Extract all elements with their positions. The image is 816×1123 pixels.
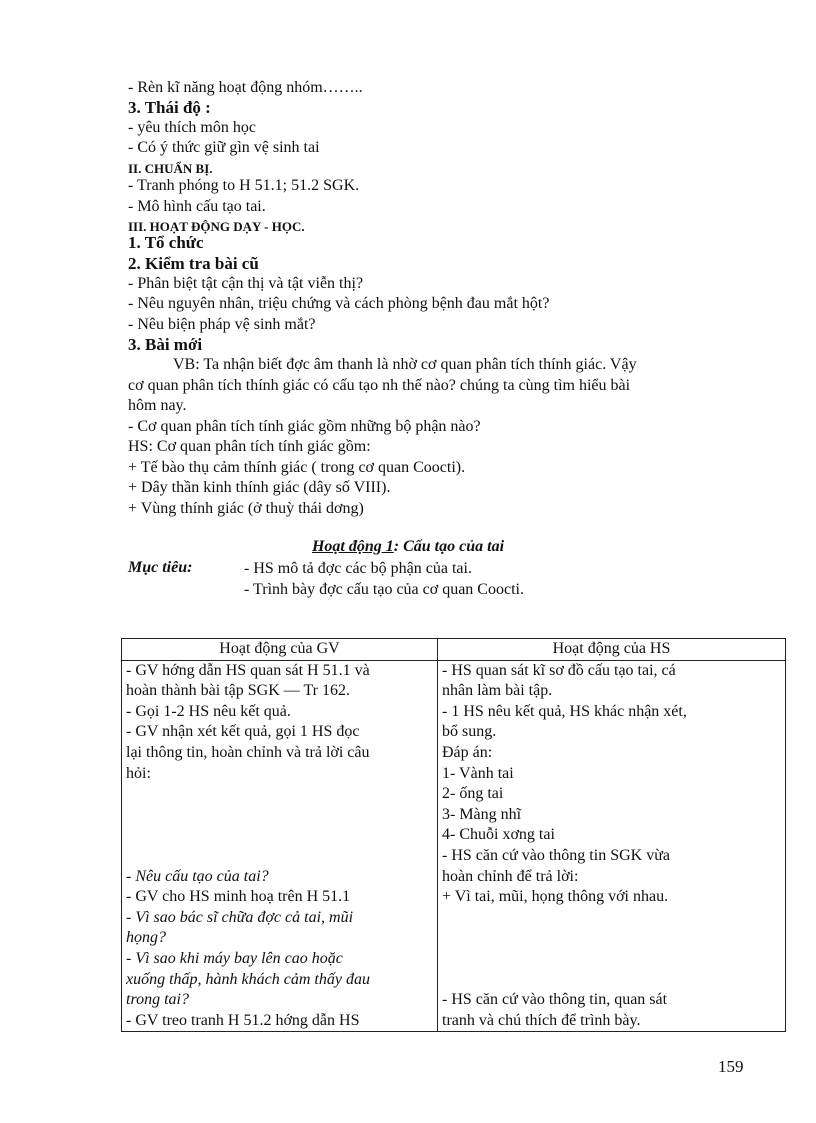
gv-column-header: Hoạt động của GV bbox=[122, 639, 438, 661]
intro-line: - Nêu nguyên nhân, triệu chứng và cách phòng bệnh đau mắt hột? bbox=[128, 295, 550, 312]
hs-cell bbox=[438, 660, 786, 1032]
intro-line: + Vùng thính giác (ở thuỳ thái dơng) bbox=[128, 500, 364, 517]
section-heading: III. HOẠT ĐỘNG DẠY - HỌC. bbox=[128, 219, 305, 234]
activity-table bbox=[121, 638, 786, 1032]
gv-line: - Gọi 1-2 HS nêu kết quả. bbox=[126, 702, 291, 720]
activity-heading bbox=[0, 538, 816, 556]
activity-title-suffix: : Cấu tạo của tai bbox=[393, 538, 505, 555]
hs-line: Đáp án: bbox=[442, 743, 493, 761]
hs-line bbox=[442, 949, 781, 970]
intro-line: - Phân biệt tật cận thị và tật viễn thị? bbox=[128, 275, 364, 292]
section-heading: II. CHUẨN BỊ. bbox=[128, 161, 213, 176]
gv-line bbox=[126, 846, 433, 867]
gv-line: - GV hớng dẫn HS quan sát H 51.1 và bbox=[126, 661, 370, 679]
hs-line: 2- ống tai bbox=[442, 785, 504, 803]
hs-line: - HS căn cứ vào thông tin SGK vừa bbox=[442, 846, 670, 864]
gv-question: họng? bbox=[126, 929, 166, 947]
hs-line: - HS quan sát kĩ sơ đồ cấu tạo tai, cá bbox=[442, 661, 676, 679]
section-heading: 3. Thái độ : bbox=[128, 98, 211, 117]
hs-line: 1- Vành tai bbox=[442, 764, 514, 782]
hs-line bbox=[442, 928, 781, 949]
hs-line bbox=[442, 908, 781, 929]
intro-line: - Tranh phóng to H 51.1; 51.2 SGK. bbox=[128, 177, 360, 194]
hs-line: bổ sung. bbox=[442, 723, 497, 741]
intro-line: - Có ý thức giữ gìn vệ sinh tai bbox=[128, 139, 320, 156]
hs-line: hoàn chỉnh để trả lời: bbox=[442, 867, 579, 885]
section-heading: 3. Bài mới bbox=[128, 335, 203, 354]
gv-line bbox=[126, 805, 433, 826]
intro-paragraph-line: VB: Ta nhận biết đợc âm thanh là nhờ cơ quan phân tích thính giác. Vậy bbox=[173, 356, 637, 373]
gv-line: lại thông tin, hoàn chỉnh và trả lời câu bbox=[126, 743, 370, 761]
intro-line: + Tế bào thụ cảm thính giác ( trong cơ quan Coocti). bbox=[128, 459, 466, 476]
intro-line: - yêu thích môn học bbox=[128, 119, 256, 136]
section-heading: 1. Tổ chức bbox=[128, 233, 204, 252]
objective-label bbox=[128, 559, 192, 577]
intro-paragraph-line: hôm nay. bbox=[128, 397, 187, 414]
intro-line: + Dây thần kinh thính giác (dây số VIII). bbox=[128, 479, 391, 496]
hs-line bbox=[442, 970, 781, 991]
gv-line bbox=[126, 784, 433, 805]
hs-line: - 1 HS nêu kết quả, HS khác nhận xét, bbox=[442, 702, 687, 720]
gv-line: hỏi: bbox=[126, 764, 151, 782]
objective-colon: : bbox=[187, 559, 193, 576]
gv-question: - Vì sao bác sĩ chữa đợc cả tai, mũi bbox=[126, 908, 354, 926]
hs-column-header: Hoạt động của HS bbox=[438, 639, 786, 661]
section-heading: 2. Kiểm tra bài cũ bbox=[128, 254, 259, 273]
page-number: 159 bbox=[718, 1057, 744, 1076]
objective-item: - HS mô tả đợc các bộ phận của tai. bbox=[244, 560, 472, 577]
intro-line: - Nêu biện pháp vệ sinh mắt? bbox=[128, 316, 316, 333]
objective-label-text: Mục tiêu bbox=[128, 559, 188, 576]
gv-line: - GV treo tranh H 51.2 hớng dẫn HS bbox=[126, 1011, 360, 1029]
intro-line: - Rèn kĩ năng hoạt động nhóm…….. bbox=[128, 79, 363, 96]
intro-line: - Mô hình cấu tạo tai. bbox=[128, 198, 266, 215]
hs-line: - HS căn cứ vào thông tin, quan sát bbox=[442, 991, 668, 1009]
hs-line: nhân làm bài tập. bbox=[442, 682, 553, 700]
objective-item: - Trình bày đợc cấu tạo của cơ quan Coocti. bbox=[244, 581, 524, 598]
gv-question: xuống thấp, hành khách cảm thấy đau bbox=[126, 970, 370, 988]
hs-line: tranh và chú thích để trình bày. bbox=[442, 1011, 641, 1029]
intro-paragraph-line: cơ quan phân tích thính giác có cấu tạo nh thế nào? chúng ta cùng tìm hiểu bài bbox=[128, 377, 631, 394]
activity-title-prefix: Hoạt động 1 bbox=[311, 538, 394, 555]
intro-line: HS: Cơ quan phân tích tính giác gồm: bbox=[128, 438, 371, 455]
gv-question: - Vì sao khi máy bay lên cao hoặc bbox=[126, 949, 343, 967]
gv-cell bbox=[122, 660, 438, 1032]
table-row bbox=[122, 660, 786, 1032]
gv-line: - GV nhận xét kết quả, gọi 1 HS đọc bbox=[126, 723, 360, 741]
gv-line: - GV cho HS minh hoạ trên H 51.1 bbox=[126, 888, 351, 906]
gv-line bbox=[126, 825, 433, 846]
gv-question: - Nêu cấu tạo của tai? bbox=[126, 867, 269, 885]
gv-question: trong tai? bbox=[126, 991, 189, 1009]
intro-line: - Cơ quan phân tích tính giác gồm những bộ phận nào? bbox=[128, 418, 481, 435]
gv-line: hoàn thành bài tập SGK — Tr 162. bbox=[126, 682, 350, 700]
hs-line: 3- Màng nhĩ bbox=[442, 805, 522, 823]
table-header-row bbox=[122, 639, 786, 661]
hs-line: 4- Chuỗi xơng tai bbox=[442, 826, 555, 844]
hs-line: + Vì tai, mũi, họng thông với nhau. bbox=[442, 888, 669, 906]
